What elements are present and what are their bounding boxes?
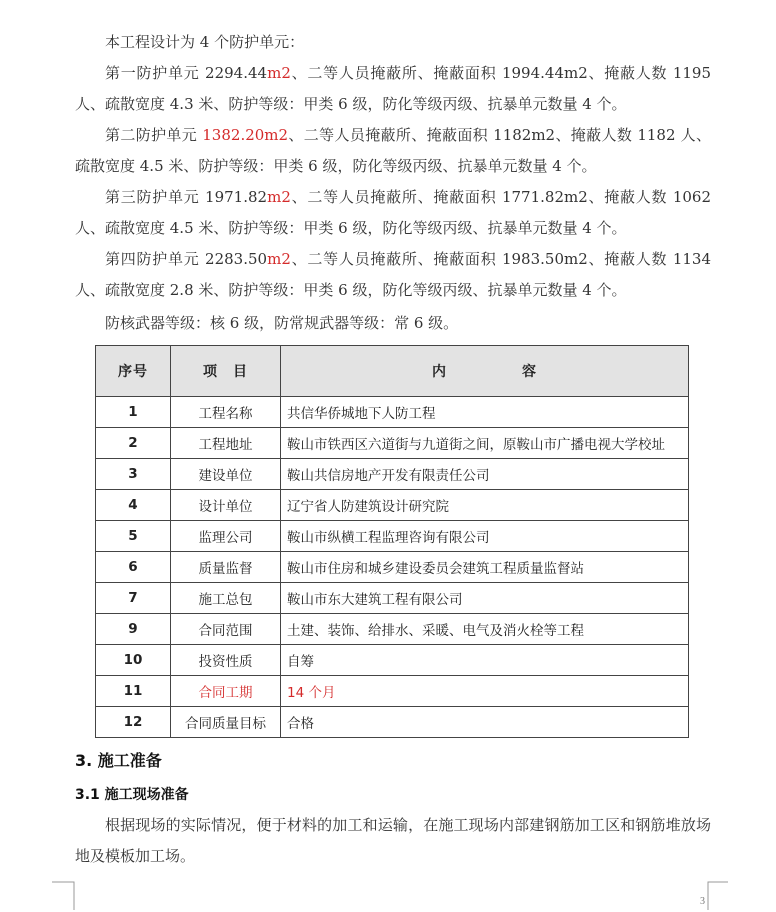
subsection-heading: 3.1 施工现场准备 [75,787,189,803]
row-value: 辽宁省人防建筑设计研究院 [281,490,689,521]
unit-1-unit: m2 [267,64,291,82]
row-value: 合格 [281,707,689,738]
table-row [96,521,689,552]
unit-paragraph-4 [75,244,711,306]
row-value: 鞍山共信房地产开发有限责任公司 [281,459,689,490]
body-paragraph: 根据现场的实际情况，便于材料的加工和运输，在施工现场内部建钢筋加工区和钢筋堆放场地及模板加工场。 [75,816,711,865]
row-value: 土建、装饰、给排水、采暖、电气及消火栓等工程 [281,614,689,645]
row-number: 2 [96,428,171,459]
header-item: 项 目 [171,346,281,397]
corner-mark-left [52,880,76,912]
unit-1-text: 、二等人员掩蔽所、掩蔽面积 1994.44m2、掩蔽人数 1195 人、疏散宽度 4.3 米、防护等级：甲类 6 级，防化等级丙级、抗暴单元数量 4 个。 [75,64,711,113]
table-row [96,583,689,614]
row-number: 1 [96,397,171,428]
table-row [96,459,689,490]
row-item: 施工总包 [171,583,281,614]
corner-mark-right [706,880,730,912]
unit-3-prefix: 第三防护单元 1971.82 [105,188,268,206]
row-value: 鞍山市东大建筑工程有限公司 [281,583,689,614]
row-value: 14 个月 [281,676,689,707]
table-row [96,676,689,707]
unit-4-unit: m2 [267,250,291,268]
header-content: 内 容 [281,346,689,397]
section-heading: 3. 施工准备 [75,751,162,770]
table-row [96,707,689,738]
table-header-row [96,346,689,397]
intro-paragraph: 本工程设计为 4 个防护单元： [105,33,305,51]
row-value: 鞍山市住房和城乡建设委员会建筑工程质量监督站 [281,552,689,583]
unit-3-unit: m2 [267,188,291,206]
row-number: 10 [96,645,171,676]
row-number: 9 [96,614,171,645]
row-value: 鞍山市铁西区六道街与九道街之间，原鞍山市广播电视大学校址 [281,428,689,459]
row-item: 合同范围 [171,614,281,645]
row-number: 6 [96,552,171,583]
row-number: 11 [96,676,171,707]
row-value: 鞍山市纵横工程监理咨询有限公司 [281,521,689,552]
table-row [96,490,689,521]
unit-paragraph-3 [75,182,711,244]
row-item: 监理公司 [171,521,281,552]
page-number: 3 [700,896,705,907]
header-no: 序号 [96,346,171,397]
unit-4-prefix: 第四防护单元 2283.50 [105,250,268,268]
unit-2-text: 、二等人员掩蔽所、掩蔽面积 1182m2、掩蔽人数 1182 人、疏散宽度 4.5 米、防护等级：甲类 6 级，防化等级丙级、抗暴单元数量 4 个。 [75,126,711,175]
row-item: 工程名称 [171,397,281,428]
table-row [96,552,689,583]
row-number: 5 [96,521,171,552]
row-value: 自筹 [281,645,689,676]
row-item: 工程地址 [171,428,281,459]
row-item: 建设单位 [171,459,281,490]
table-row [96,614,689,645]
unit-3-text: 、二等人员掩蔽所、掩蔽面积 1771.82m2、掩蔽人数 1062 人、疏散宽度 4.5 米、防护等级：甲类 6 级，防化等级丙级、抗暴单元数量 4 个。 [75,188,711,237]
row-item: 合同工期 [171,676,281,707]
table-row [96,645,689,676]
row-number: 3 [96,459,171,490]
row-number: 12 [96,707,171,738]
row-value: 共信华侨城地下人防工程 [281,397,689,428]
unit-2-prefix: 第二防护单元 [105,126,203,144]
row-number: 7 [96,583,171,614]
row-item: 投资性质 [171,645,281,676]
unit-paragraph-1 [75,58,711,120]
weapon-level-paragraph: 防核武器等级：核 6 级，防常规武器等级：常 6 级。 [105,314,459,332]
project-info-table [95,345,689,738]
unit-1-prefix: 第一防护单元 2294.44 [105,64,268,82]
row-item: 质量监督 [171,552,281,583]
table-row [96,397,689,428]
unit-2-unit: 1382.20m2 [202,126,289,144]
row-item: 合同质量目标 [171,707,281,738]
row-item: 设计单位 [171,490,281,521]
unit-paragraph-2 [75,120,711,182]
row-number: 4 [96,490,171,521]
unit-4-text: 、二等人员掩蔽所、掩蔽面积 1983.50m2、掩蔽人数 1134 人、疏散宽度 2.8 米、防护等级：甲类 6 级，防化等级丙级、抗暴单元数量 4 个。 [75,250,711,299]
table-row [96,428,689,459]
